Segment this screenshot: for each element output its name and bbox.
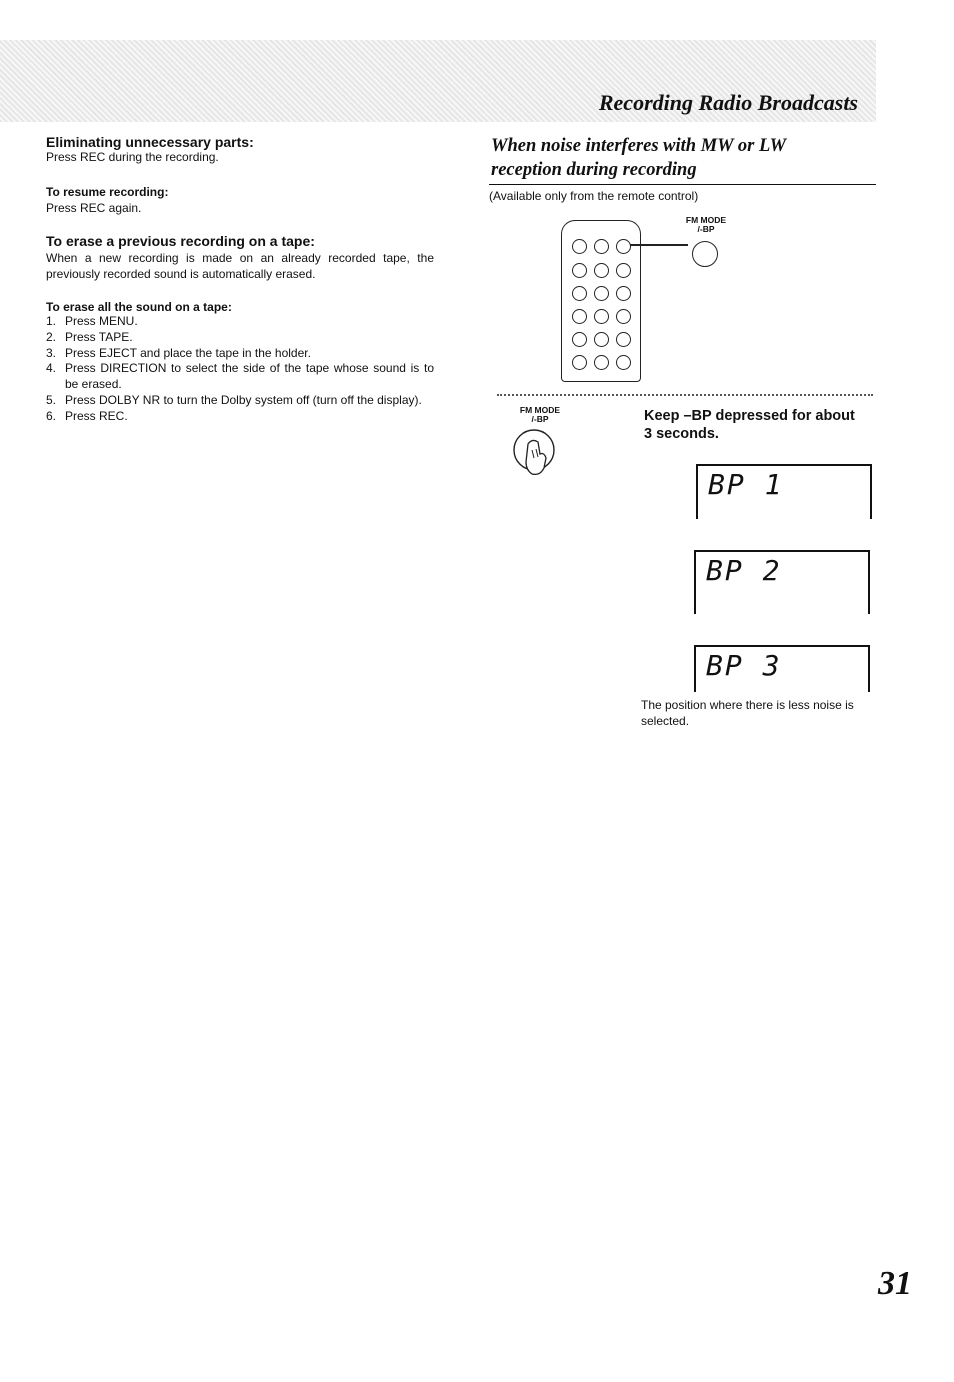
remote-button-icon xyxy=(616,286,631,301)
erase-all-block xyxy=(46,300,434,425)
noise-caption: The position where there is less noise is selected. xyxy=(641,698,854,728)
callout-line xyxy=(630,244,688,246)
finger-press-icon xyxy=(510,424,566,482)
press-button-label: FM MODE /-BP xyxy=(519,405,561,424)
display-bp1: BP 1 xyxy=(696,464,872,519)
remote-control-illustration xyxy=(561,220,641,382)
remote-button-icon xyxy=(616,309,631,324)
erase-all-steps xyxy=(46,314,434,425)
remote-button-icon xyxy=(594,355,609,370)
remote-button-icon xyxy=(572,355,587,370)
page-number: 31 xyxy=(878,1265,912,1302)
list-item: 6. Press REC. xyxy=(46,408,128,423)
left-column xyxy=(46,134,436,166)
resume-text: Press REC again. xyxy=(46,201,142,215)
display-bp3: BP 3 xyxy=(694,645,870,692)
section-title: Recording Radio Broadcasts xyxy=(598,90,858,115)
remote-button-icon xyxy=(572,286,587,301)
remote-button-label: FM MODE /-BP xyxy=(685,215,727,234)
remote-button-icon xyxy=(572,309,587,324)
noise-heading: When noise interferes with MW or LW reception during recording xyxy=(491,136,787,180)
keep-depressed-instruction: Keep –BP depressed for about 3 seconds. xyxy=(644,408,855,442)
list-item: 2. Press TAPE. xyxy=(46,329,133,344)
erase-previous-heading: To erase a previous recording on a tape: xyxy=(46,233,315,249)
remote-button-icon xyxy=(594,239,609,254)
remote-button-icon xyxy=(572,332,587,347)
remote-button-icon xyxy=(594,263,609,278)
eliminating-heading: Eliminating unnecessary parts: xyxy=(46,134,254,150)
erase-all-heading: To erase all the sound on a tape: xyxy=(46,300,232,314)
availability-note: (Available only from the remote control) xyxy=(489,189,699,203)
display-bp2: BP 2 xyxy=(694,550,870,614)
remote-button-icon xyxy=(616,332,631,347)
remote-button-icon xyxy=(616,355,631,370)
dotted-divider xyxy=(497,394,873,396)
heading-rule xyxy=(489,184,876,185)
resume-heading: To resume recording: xyxy=(46,185,169,199)
list-item: 1. Press MENU. xyxy=(46,314,138,328)
resume-block xyxy=(46,185,436,217)
fm-mode-button-icon xyxy=(692,241,718,267)
list-item: 4. Press DIRECTION to select the side of the tape whose sound is to be erased. xyxy=(46,361,434,392)
remote-button-icon xyxy=(572,263,587,278)
list-item: 5. Press DOLBY NR to turn the Dolby system off (turn off the display). xyxy=(46,392,422,407)
remote-button-icon xyxy=(616,239,631,254)
remote-button-icon xyxy=(616,263,631,278)
remote-button-icon xyxy=(594,332,609,347)
remote-button-icon xyxy=(594,309,609,324)
header-banner xyxy=(0,40,876,122)
remote-button-icon xyxy=(594,286,609,301)
eliminating-text: Press REC during the recording. xyxy=(46,150,219,164)
list-item: 3. Press EJECT and place the tape in the holder. xyxy=(46,345,311,360)
erase-previous-text: When a new recording is made on an already recorded tape, the previously recorded sound is automatically erased. xyxy=(46,251,434,281)
erase-previous-block xyxy=(46,233,434,282)
remote-button-icon xyxy=(572,239,587,254)
